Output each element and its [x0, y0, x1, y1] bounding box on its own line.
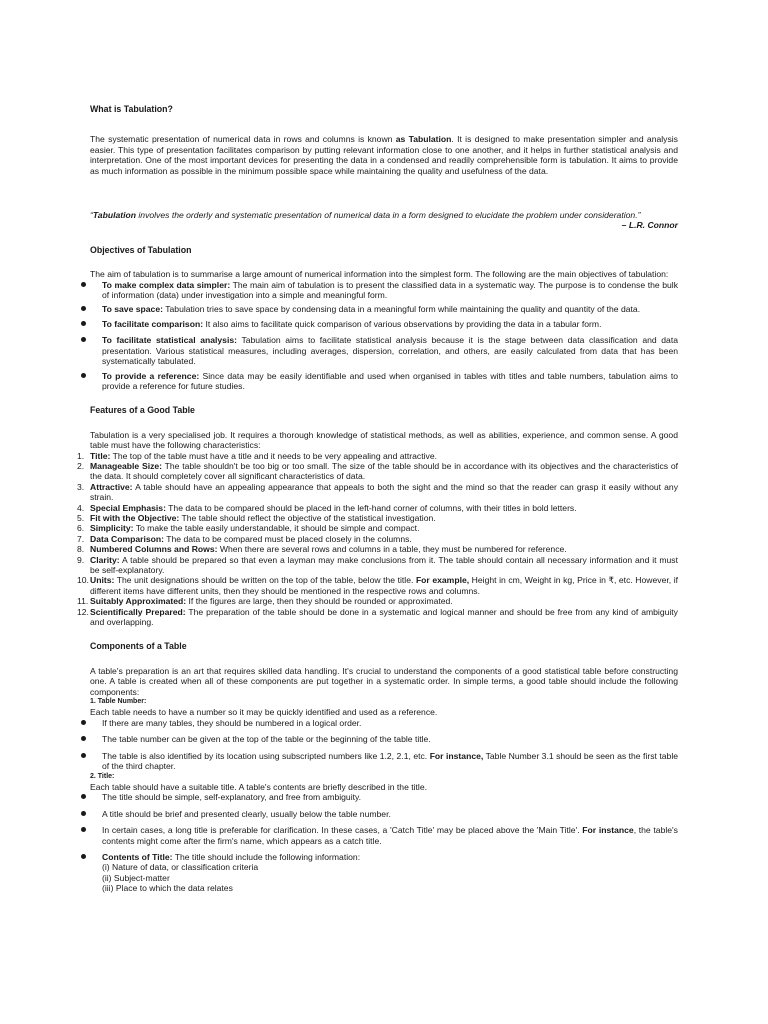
contents-line: (iii) Place to which the data relates [102, 883, 233, 894]
heading-objectives: Objectives of Tabulation [90, 244, 192, 255]
objective-item: To facilitate comparison: It also aims to facilitate quick comparison of various observations by providing the data in a tabular form. [102, 319, 678, 329]
features-list [77, 450, 678, 628]
contents-line: (ii) Subject-matter [102, 872, 170, 883]
feature-item: 11. Suitably Approximated: If the figures are large, then they should be rounded or approximated. [77, 596, 453, 607]
title-bullets [90, 792, 678, 893]
quote-bold-term: Tabulation [92, 210, 136, 221]
connor-quote [90, 210, 678, 220]
definition-paragraph [90, 134, 678, 176]
heading-components: Components of a Table [90, 641, 187, 652]
list-item: The table number can be given at the top of the table or the beginning of the table title. [102, 734, 678, 744]
table-number-bullets [90, 718, 678, 772]
feature-item: 1. Title: The top of the table must have a title and it needs to be very appealing and attractive. [77, 450, 437, 461]
features-intro: Tabulation is a very specialised job. It requires a thorough knowledge of statistical methods, as well as abilities, experience, and common sense. A good table must have the following characteristics: [90, 429, 678, 451]
feature-item: 10. Units: The unit designations should be written on the top of the table, below the title. For example, Height in cm, Weight in kg, Price in ₹, etc. However, if different items have different units, then they should be mentioned in the respective rows and columns. [77, 575, 678, 596]
feature-item: 3. Attractive: A table should have an appealing appearance that appeals to both the sight and the mind so that the reader can grasp it easily without any strain. [77, 481, 678, 503]
objective-item: To provide a reference: Since data may be easily identifiable and used when organised in tables with titles and table numbers, tabulation aims to provide a reference for future studies. [102, 370, 678, 391]
list-item: The table is also identified by its location using subscripted numbers like 1.2, 2.1, etc. For instance, Table Number 3.1 should be seen as the first table of the third chapter. [102, 750, 679, 772]
list-item: If there are many tables, they should be numbered in a logical order. [102, 718, 678, 728]
feature-item: 2. Manageable Size: The table shouldn't be too big or too small. The size of the table should be in accordance with its objectives and the characteristics of the data. It should completely cover all significant characteristics of data. [77, 460, 678, 482]
objectives-list [90, 280, 678, 392]
definition-text-b: . It is designed to make presentation simpler and analysis easier. This type of presentation facilitates comparison by putting relevant information close to one another, and it helps in further statistical analysis and interpretation. One of the most important devices for presenting the data in a condensed and readily comprehensible form is tabulation. It aims to provide as much information as possible in the minimum possible space while maintaining the quality and usefulness of the data. [90, 134, 678, 176]
feature-item: 12. Scientifically Prepared: The preparation of the table should be done in a systematic and logical manner and should be free from any kind of ambiguity and overlapping. [77, 606, 678, 628]
subheading-title: 2. Title: [90, 772, 115, 780]
list-item: The title should be simple, self-explanatory, and free from ambiguity. [102, 792, 678, 802]
document-content [77, 104, 679, 894]
objective-item: To make complex data simpler: The main aim of tabulation is to present the classified data in a systematic way. The purpose is to condense the bulk of information (data) under investigation into a simple and meaningful form. [102, 279, 678, 301]
quote-open-mark: “ [90, 210, 93, 221]
components-intro: A table's preparation is an art that requires skilled data handling. It's crucial to understand the components of a good statistical table before constructing one. A table is created when all of these components are put together in a systematic order. In simple terms, a good table should include the following components: [90, 665, 678, 697]
objective-item: To facilitate statistical analysis: Tabulation aims to facilitate statistical analysis because it is the stage between data classification and data presentation. Various statistical measures, including averages, dispersion, correlation, and others, are easily calculated from data that has been systematically tabulated. [102, 335, 678, 367]
contents-line: (i) Nature of data, or classification criteria [102, 862, 259, 873]
quote-text: involves the orderly and systematic presentation of numerical data in a form designed to elucidate the problem under consideration.” [136, 210, 641, 221]
quote-author: – L.R. Connor [621, 220, 678, 231]
list-item: A title should be brief and presented clearly, usually below the table number. [102, 809, 678, 819]
table-number-text: Each table needs to have a number so it may be quickly identified and used as a reference. [90, 707, 438, 718]
feature-item: 7. Data Comparison: The data to be compared must be placed closely in the columns. [77, 533, 412, 544]
feature-item: 6. Simplicity: To make the table easily understandable, it should be simple and compact. [77, 523, 420, 534]
list-item: In certain cases, a long title is preferable for clarification. In these cases, a 'Catch Title' may be placed above the 'Main Title'. For instance, the table's contents might come after the firm's name, which appears as a catch title. [102, 825, 678, 846]
objective-item: To save space: Tabulation tries to save space by condensing data in a meaningful form while maintaining the quality and quantity of the data. [102, 304, 678, 314]
feature-item: 5. Fit with the Objective: The table should reflect the objective of the statistical investigation. [77, 512, 436, 523]
feature-item: 8. Numbered Columns and Rows: When there are several rows and columns in a table, they must be numbered for reference. [77, 544, 567, 555]
list-item-contents-of-title: Contents of Title: The title should include the following information: (i) Nature of data, or classification criteria (ii) Subject-matter (iii) Place to which the data relates [102, 852, 678, 894]
objectives-intro: The aim of tabulation is to summarise a large amount of numerical information into the simplest form. The following are the main objectives of tabulation: [90, 269, 669, 280]
title-text: Each table should have a suitable title. A table's contents are briefly described in the title. [90, 781, 428, 792]
definition-bold: as Tabulation [395, 134, 452, 145]
heading-features: Features of a Good Table [90, 405, 195, 416]
feature-item: 4. Special Emphasis: The data to be compared should be placed in the left-hand corner of columns, with their titles in bold letters. [77, 502, 577, 513]
subheading-table-number: 1. Table Number: [90, 698, 147, 706]
definition-text-a: The systematic presentation of numerical data in rows and columns is known [90, 134, 396, 145]
feature-item: 9. Clarity: A table should be prepared so that even a layman may make conclusions from it. The table should contain all necessary information and it must be self-explanatory. [77, 554, 678, 575]
heading-what-is-tabulation: What is Tabulation? [90, 104, 173, 114]
